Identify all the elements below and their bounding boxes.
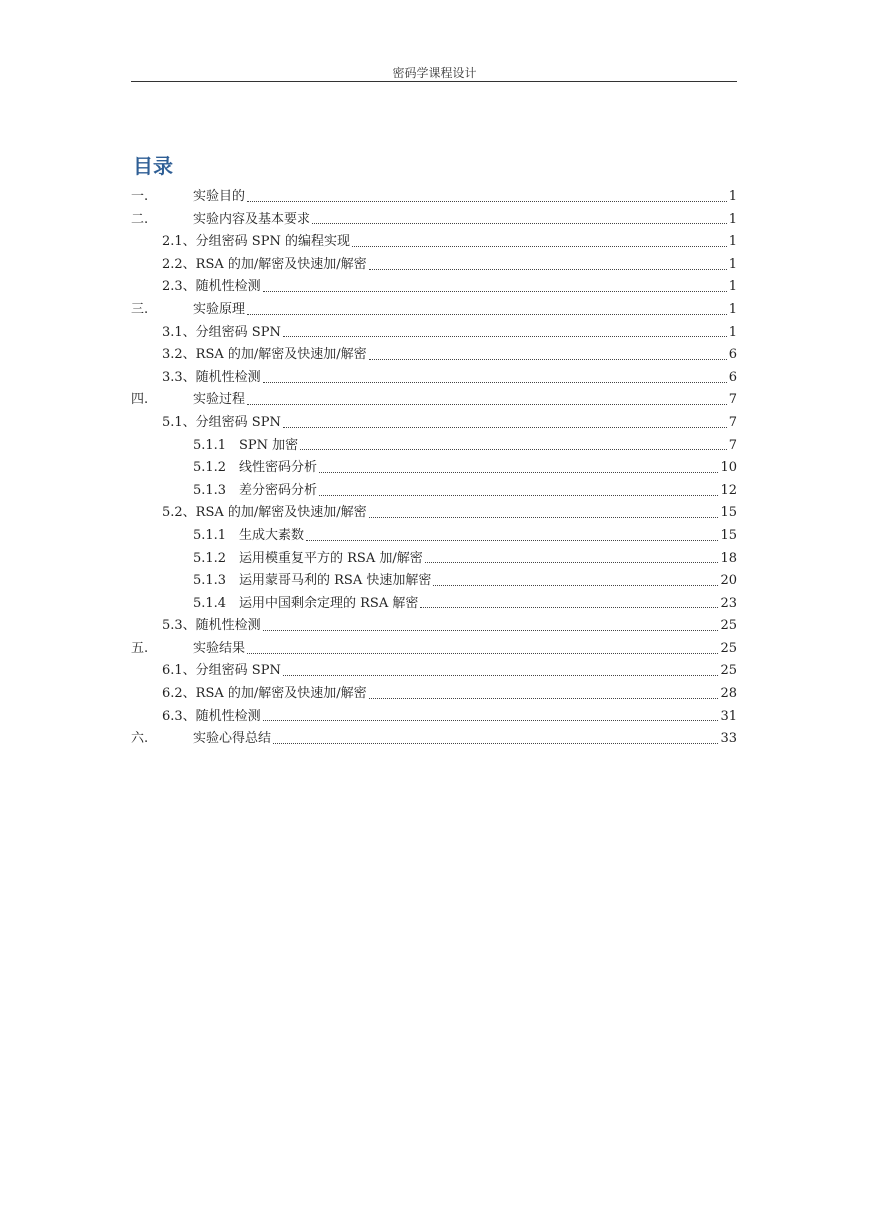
toc-dot-leader — [283, 675, 719, 676]
toc-entry[interactable] — [131, 299, 737, 322]
toc-entry-title: 实验目的 — [193, 189, 246, 204]
toc-dot-leader — [283, 427, 727, 428]
toc-dot-leader — [263, 291, 727, 292]
toc-entry-title: 运用中国剩余定理的 RSA 解密 — [239, 595, 419, 611]
toc-dot-leader — [263, 720, 719, 721]
toc-entry[interactable] — [131, 254, 737, 277]
toc-entry[interactable] — [131, 276, 737, 299]
toc-entry-number: 四. — [131, 392, 149, 408]
toc-dot-leader — [263, 630, 719, 631]
toc-entry-title: SPN 加密 — [239, 437, 299, 453]
toc-entry[interactable] — [131, 570, 737, 593]
toc-entry-title: 差分密码分析 — [239, 482, 318, 498]
toc-entry-page: 10 — [720, 460, 737, 476]
toc-dot-leader — [247, 404, 727, 405]
toc-entry[interactable] — [131, 502, 737, 525]
toc-entry-page: 1 — [728, 211, 737, 227]
toc-dot-leader — [263, 382, 727, 383]
toc-entry-page: 7 — [728, 392, 737, 408]
toc-entry-number: 一. — [131, 189, 149, 204]
toc-entry-page: 7 — [728, 414, 737, 430]
toc-dot-leader — [300, 449, 727, 450]
toc-entry-page: 28 — [720, 686, 737, 702]
toc-entry-title: 实验结果 — [193, 640, 246, 656]
toc-entry-title: 生成大素数 — [239, 527, 305, 543]
toc-entry-page: 25 — [720, 618, 737, 634]
toc-entry-title: 2.3、随机性检测 — [162, 279, 261, 295]
toc-entry-title: 线性密码分析 — [239, 460, 318, 476]
toc-entry-number: 六. — [131, 731, 149, 747]
toc-entry-number: 五. — [131, 640, 149, 656]
toc-entry-page: 23 — [720, 595, 737, 611]
toc-entry-page: 12 — [720, 482, 737, 498]
toc-dot-leader — [352, 246, 727, 247]
toc-entry-title: 运用模重复平方的 RSA 加/解密 — [239, 550, 423, 566]
toc-dot-leader — [319, 495, 718, 496]
toc-entry[interactable] — [131, 322, 737, 345]
toc-entry-number: 5.1.4 — [193, 595, 227, 611]
toc-entry-page: 15 — [720, 505, 737, 521]
toc-entry-page: 31 — [720, 708, 737, 724]
toc-entry[interactable] — [131, 660, 737, 683]
toc-entry-title: 实验内容及基本要求 — [193, 211, 311, 227]
toc-dot-leader — [306, 540, 718, 541]
toc-dot-leader — [369, 359, 727, 360]
toc-entry[interactable] — [131, 367, 737, 390]
page-header-title: 密码学课程设计 — [392, 66, 477, 80]
toc-dot-leader — [312, 223, 727, 224]
toc-entry-number: 5.1.2 — [193, 460, 227, 476]
toc-entry-title: 2.1、分组密码 SPN 的编程实现 — [162, 234, 350, 250]
toc-entry-number: 二. — [131, 211, 149, 227]
toc-entry-page: 20 — [720, 573, 737, 589]
toc-entry-title: 6.1、分组密码 SPN — [162, 663, 281, 679]
toc-dot-leader — [247, 201, 727, 202]
toc-entry-page: 25 — [720, 663, 737, 679]
toc-entry-title: 3.1、分组密码 SPN — [162, 324, 281, 340]
toc-entry-page: 15 — [720, 527, 737, 543]
header-rule — [131, 81, 737, 82]
toc-entry-title: 实验心得总结 — [193, 731, 272, 747]
toc-entry[interactable] — [131, 186, 737, 209]
toc-heading: 目录 — [133, 154, 173, 178]
toc-entry-number: 5.1.1 — [193, 527, 227, 543]
toc-entry[interactable] — [131, 593, 737, 616]
toc-entry[interactable] — [131, 728, 737, 751]
toc-entry-title: 5.1、分组密码 SPN — [162, 414, 281, 430]
toc-entry[interactable] — [131, 480, 737, 503]
toc-entry[interactable] — [131, 435, 737, 458]
toc-entry-number: 5.1.3 — [193, 573, 227, 589]
toc-dot-leader — [273, 743, 718, 744]
toc-entry-page: 1 — [728, 301, 737, 317]
toc-entry-title: 3.3、随机性检测 — [162, 369, 261, 385]
toc-entry-page: 18 — [720, 550, 737, 566]
toc-entry-page: 1 — [728, 279, 737, 295]
toc-entry-title: 实验原理 — [193, 301, 246, 317]
toc-entry[interactable] — [131, 548, 737, 571]
toc-entry-number: 5.1.2 — [193, 550, 227, 566]
toc-entry-page: 6 — [728, 347, 737, 363]
toc-entry[interactable] — [131, 638, 737, 661]
toc-dot-leader — [433, 585, 718, 586]
toc-entry-number: 三. — [131, 301, 149, 317]
toc-dot-leader — [319, 472, 718, 473]
toc-entry-number: 5.1.1 — [193, 437, 227, 453]
toc-entry[interactable] — [131, 615, 737, 638]
toc-entry-page: 7 — [728, 437, 737, 453]
toc-entry-title: 运用蒙哥马利的 RSA 快速加解密 — [239, 573, 432, 589]
toc-dot-leader — [247, 653, 718, 654]
toc-entry-page: 6 — [728, 369, 737, 385]
toc-entry-page: 33 — [720, 731, 737, 747]
toc-entry-title: 实验过程 — [193, 392, 246, 408]
toc-entry-title: 5.2、RSA 的加/解密及快速加/解密 — [162, 505, 367, 521]
toc-entry-number: 5.1.3 — [193, 482, 227, 498]
toc-entry[interactable] — [131, 412, 737, 435]
table-of-contents — [131, 186, 737, 751]
toc-entry-title: 5.3、随机性检测 — [162, 618, 261, 634]
toc-entry-page: 1 — [728, 189, 737, 204]
toc-entry-page: 1 — [728, 324, 737, 340]
toc-dot-leader — [369, 269, 727, 270]
toc-dot-leader — [369, 698, 719, 699]
toc-entry[interactable] — [131, 525, 737, 548]
toc-entry[interactable] — [131, 231, 737, 254]
toc-entry[interactable] — [131, 683, 737, 706]
toc-entry[interactable] — [131, 457, 737, 480]
toc-entry[interactable] — [131, 209, 737, 232]
toc-dot-leader — [247, 314, 727, 315]
toc-entry-title: 3.2、RSA 的加/解密及快速加/解密 — [162, 347, 367, 363]
toc-entry-title: 6.2、RSA 的加/解密及快速加/解密 — [162, 686, 367, 702]
toc-entry-page: 1 — [728, 256, 737, 272]
toc-entry-title: 6.3、随机性检测 — [162, 708, 261, 724]
toc-dot-leader — [420, 607, 718, 608]
toc-dot-leader — [283, 336, 727, 337]
toc-entry[interactable] — [131, 344, 737, 367]
toc-entry[interactable] — [131, 389, 737, 412]
toc-entry[interactable] — [131, 706, 737, 729]
toc-entry-title: 2.2、RSA 的加/解密及快速加/解密 — [162, 256, 367, 272]
toc-entry-page: 25 — [720, 640, 737, 656]
toc-entry-page: 1 — [728, 234, 737, 250]
toc-dot-leader — [425, 562, 719, 563]
toc-dot-leader — [369, 517, 719, 518]
